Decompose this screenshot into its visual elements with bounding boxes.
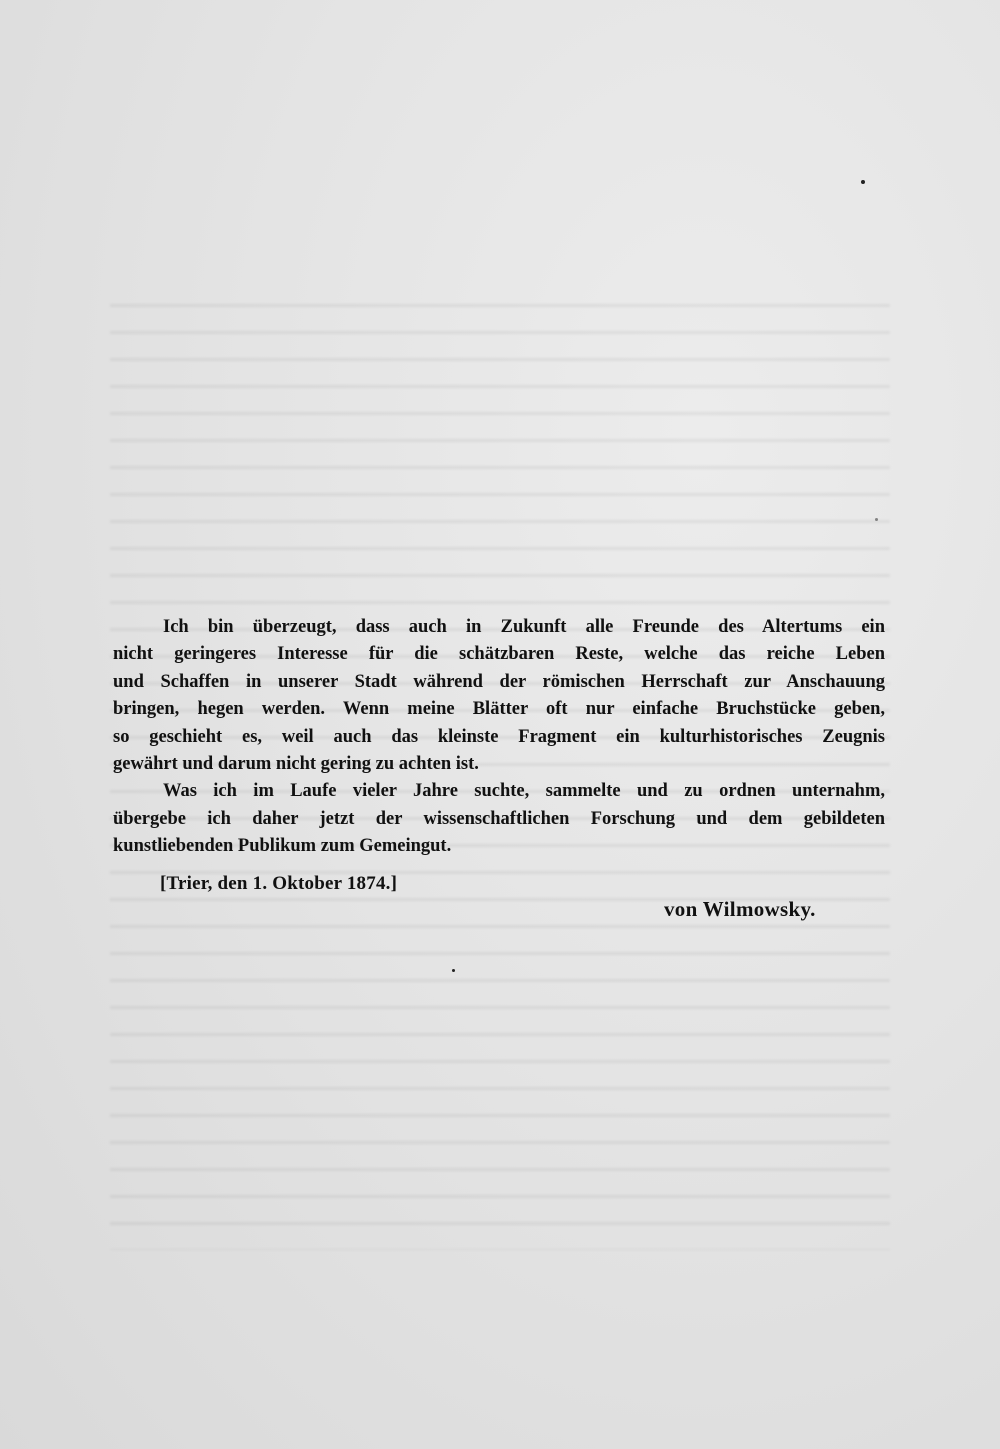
- place-date-line: [Trier, den 1. Oktober 1874.]: [160, 873, 398, 894]
- preface-paragraph: [113, 614, 885, 861]
- text-line: kunstliebenden Publikum zum Gemeingut.: [113, 836, 452, 857]
- author-signature: von Wilmowsky.: [664, 897, 816, 921]
- text-line: übergebe ich daher jetzt der wissenschaftlichen Forschung und dem gebildeten: [113, 808, 885, 829]
- text-line: so geschieht es, weil auch das kleinste Fragment ein kulturhistorisches Zeugnis: [113, 726, 885, 747]
- text-line: Was ich im Laufe vieler Jahre suchte, sammelte und zu ordnen unternahm,: [163, 781, 885, 802]
- text-line: bringen, hegen werden. Wenn meine Blätter oft nur einfache Bruchstücke geben,: [113, 699, 885, 720]
- text-line: gewährt und darum nicht gering zu achten ist.: [113, 753, 479, 774]
- text-line: Ich bin überzeugt, dass auch in Zukunft alle Freunde des Altertums ein: [163, 617, 885, 637]
- text-line: und Schaffen in unserer Stadt während der römischen Herrschaft zur Anschauung: [113, 671, 885, 692]
- ink-speck: [452, 969, 455, 972]
- ink-speck: [861, 180, 865, 184]
- ink-speck: [875, 518, 878, 521]
- text-line: nicht geringeres Interesse für die schätzbaren Reste, welche das reiche Leben: [113, 644, 885, 665]
